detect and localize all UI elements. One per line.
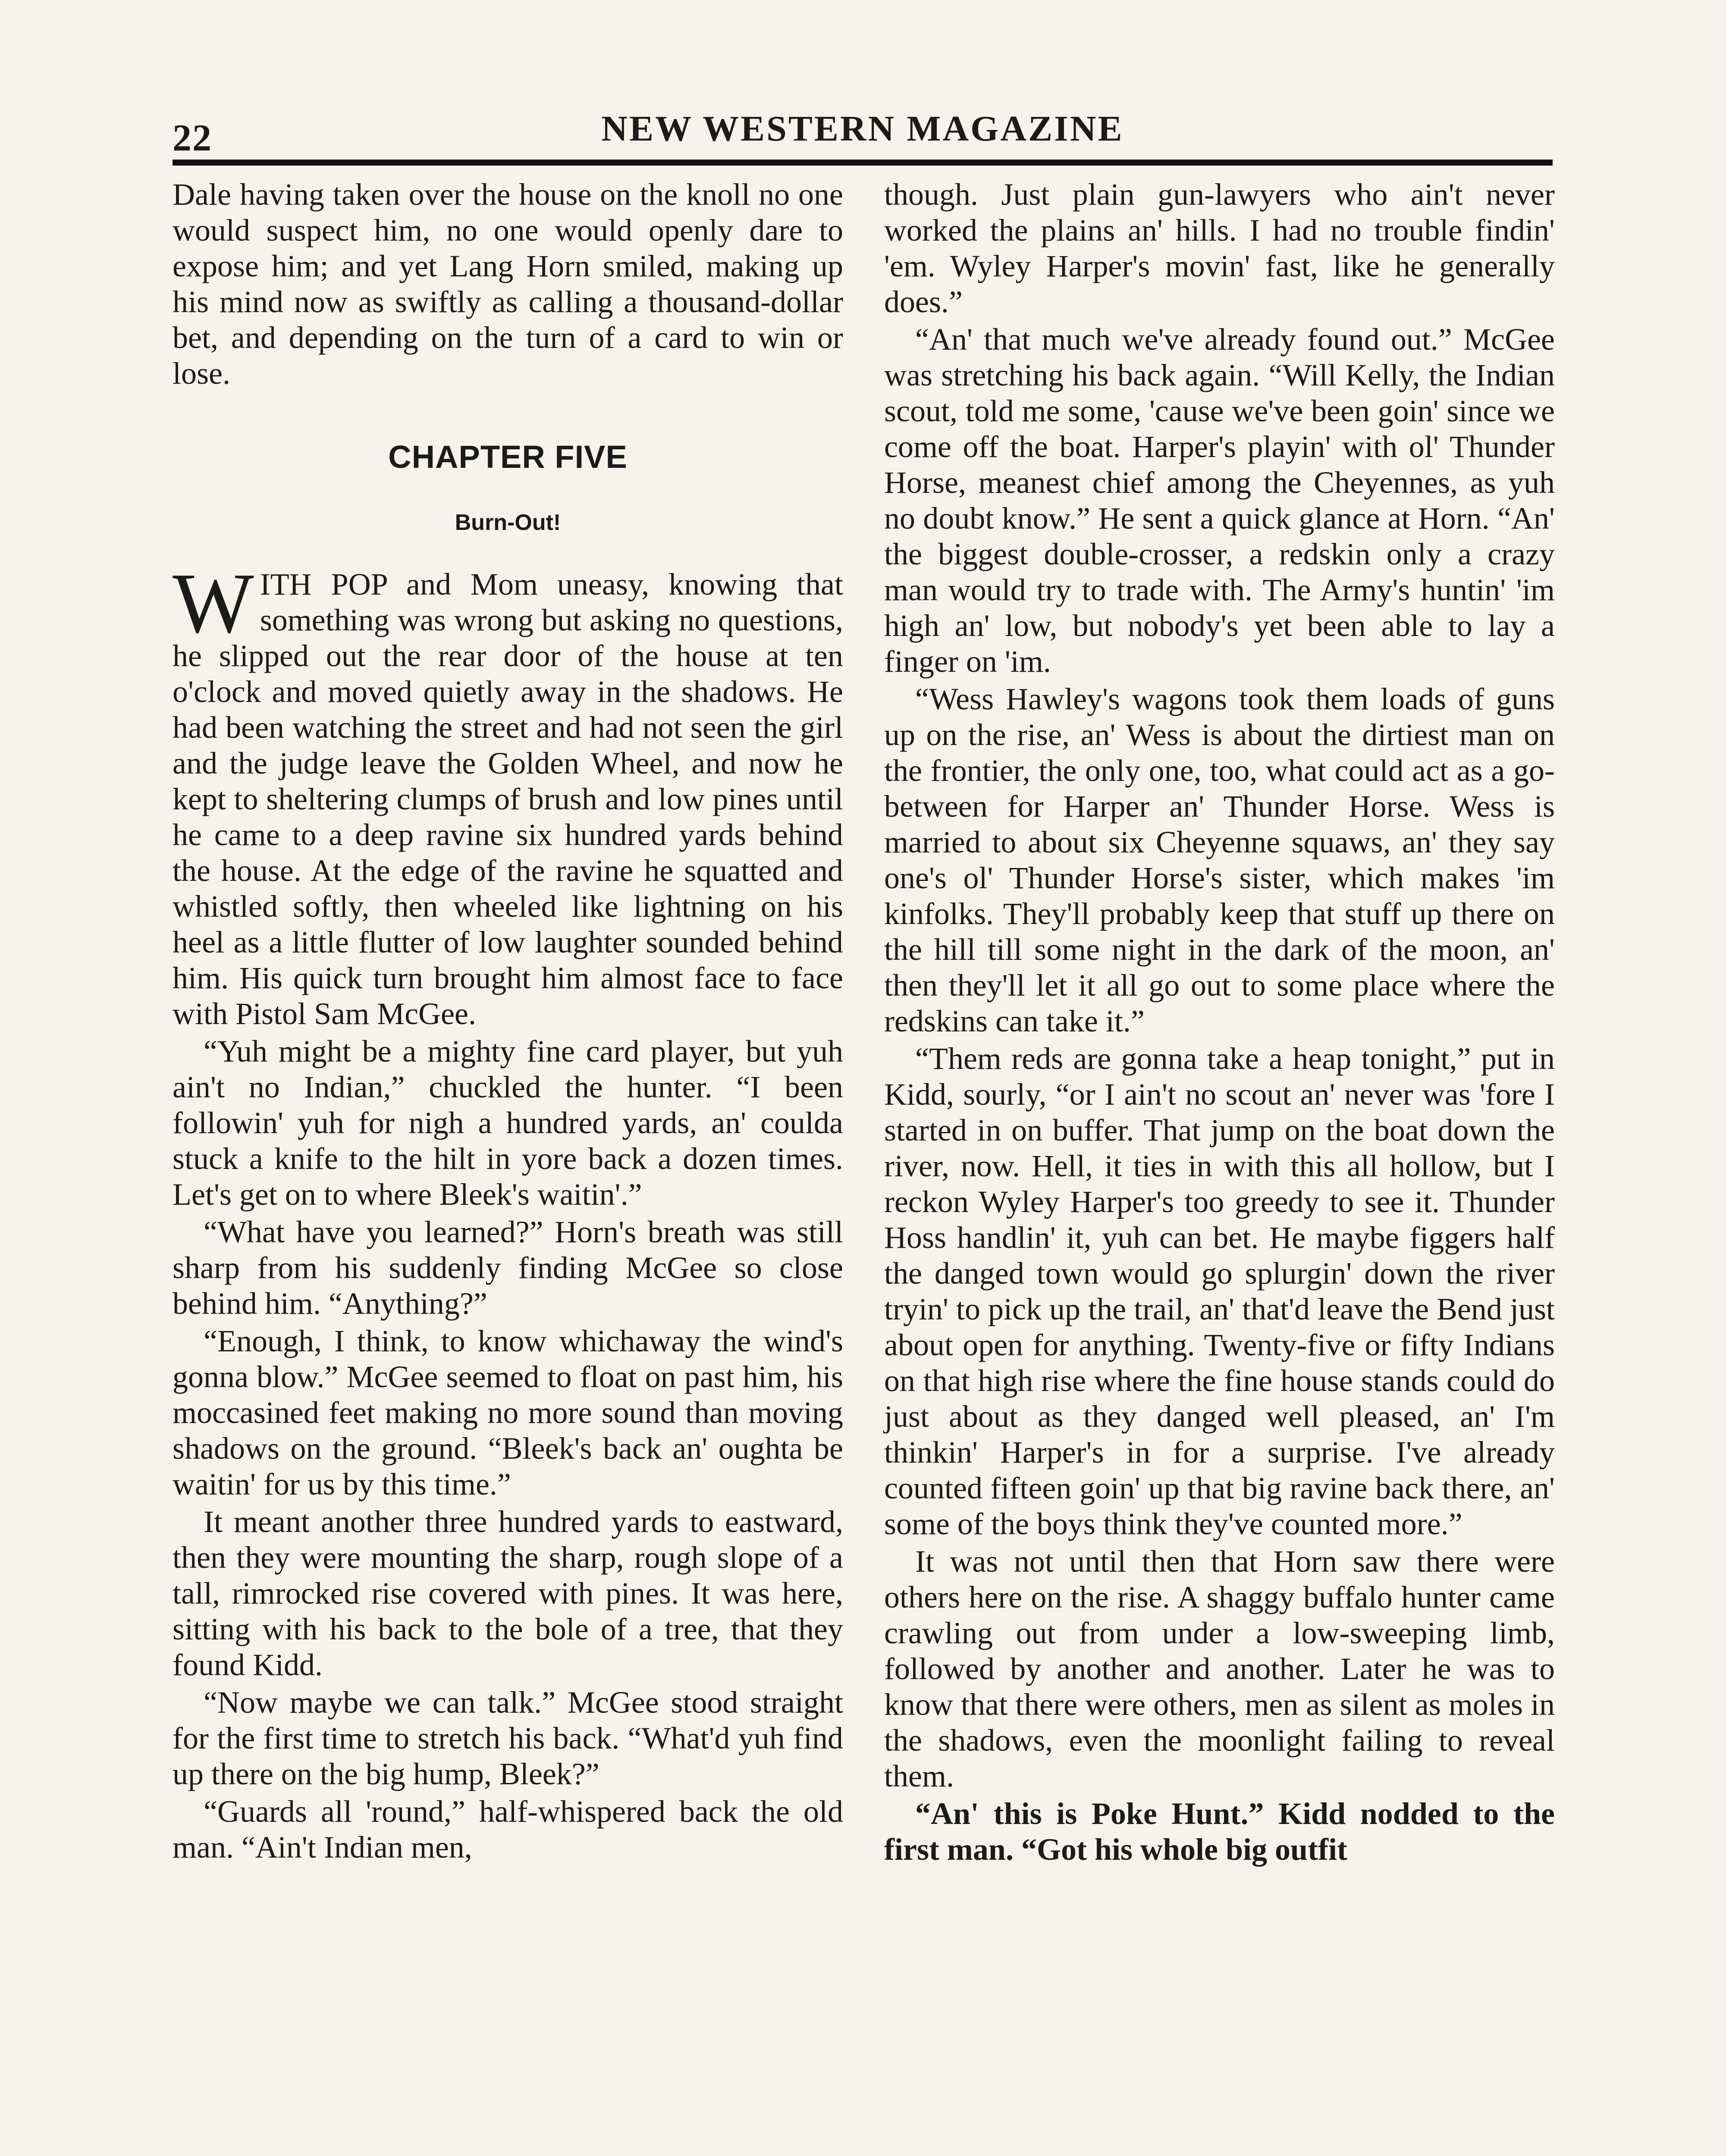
header-rule bbox=[173, 160, 1553, 166]
opening-paragraph bbox=[173, 556, 843, 1032]
paragraph: “An' that much we've already found out.” McGee was stretching his back again. “Will Kelly, the Indian scout, told me some, 'cause we've been goin' since we come off the boat. Harper's playin' with ol' Thunder Horse, meanest chief among the Cheyennes, as yuh no doubt know.” He sent a quick glance at Horn. “An' the biggest double-crosser, a redskin only a crazy man would try to trade with. The Army's huntin' 'im high an' low, but nobody's yet been able to lay a finger on 'im. bbox=[884, 322, 1555, 679]
paragraph: “An' this is Poke Hunt.” Kidd nodded to the first man. “Got his whole big outfit bbox=[884, 1796, 1555, 1867]
paragraph: “Now maybe we can talk.” McGee stood straight for the first time to stretch his back. “What'd yuh find up there on the big hump, Bleek?” bbox=[173, 1685, 843, 1791]
page-number: 22 bbox=[173, 117, 212, 159]
opening-text: ITH POP and Mom uneasy, knowing that something was wrong but asking no questions, he slipped out the rear door of the house at ten o'clock and moved quietly away in the shadows. He had been watching the street and had not seen the girl and the judge leave the Golden Wheel, and now he kept to sheltering clumps of brush and low pines until he came to a deep ravine six hundred yards behind the house. At the edge of the ravine he squatted and whistled softly, then wheeled like lightning on his heel as a little flutter of low laughter sounded behind him. His quick turn brought him almost face to face with Pistol Sam McGee. bbox=[173, 567, 843, 1031]
page-header bbox=[173, 108, 1553, 160]
paragraph: “What have you learned?” Horn's breath was still sharp from his suddenly finding McGee so close behind him. “Anything?” bbox=[173, 1215, 843, 1321]
paragraph: “Them reds are gonna take a heap tonight,” put in Kidd, sourly, “or I ain't no scout an' never was 'fore I started in on buffer. That jump on the boat down the river, now. Hell, it ties in with this all hollow, but I reckon Wyley Harper's too greedy to see it. Thunder Hoss handlin' it, yuh can bet. He maybe figgers half the danged town would go splurgin' down the river tryin' to pick up the trail, an' that'd leave the Bend just about open for anything. Twenty-five or fifty Indians on that high rise where the fine house stands could do just about as they danged well pleased, an' I'm thinkin' Harper's in for a surprise. I've already counted fifteen goin' up that big ravine back there, an' some of the boys think they've counted more.” bbox=[884, 1041, 1555, 1541]
paragraph: though. Just plain gun-lawyers who ain't never worked the plains an' hills. I had no trouble findin' 'em. Wyley Harper's movin' fast, like he generally does.” bbox=[884, 177, 1555, 319]
paragraph: “Wess Hawley's wagons took them loads of guns up on the rise, an' Wess is about the dirtiest man on the frontier, the only one, too, what could act as a go-between for Harper an' Thunder Horse. Wess is married to about six Cheyenne squaws, an' they say one's ol' Thunder Horse's sister, which makes 'im kinfolks. They'll probably keep that stuff up there on the hill till some night in the dark of the moon, an' then they'll let it all go out to some place where the redskins can take it.” bbox=[884, 682, 1555, 1038]
chapter-subtitle: Burn-Out! bbox=[455, 510, 561, 535]
running-title: NEW WESTERN MAGAZINE bbox=[601, 109, 1124, 149]
paragraph: “Enough, I think, to know whichaway the wind's gonna blow.” McGee seemed to float on past him, his moccasined feet making no more sound than moving shadows on the ground. “Bleek's back an' oughta be waitin' for us by this time.” bbox=[173, 1324, 843, 1501]
chapter-title: CHAPTER FIVE bbox=[388, 439, 628, 475]
right-column bbox=[884, 177, 1555, 1868]
paragraph: Dale having taken over the house on the knoll no one would suspect him, no one would openly dare to expose him; and yet Lang Horn smiled, making up his mind now as swiftly as calling a thousand-dollar bet, and depending on the turn of a card to win or lose. bbox=[173, 177, 843, 391]
left-column bbox=[173, 177, 843, 1865]
paragraph: It was not until then that Horn saw there were others here on the rise. A shaggy buffalo hunter came crawling out from under a low-sweeping limb, followed by another and another. Later he was to know that there were others, men as silent as moles in the shadows, even the moonlight failing to reveal them. bbox=[884, 1544, 1555, 1793]
paragraph: It meant another three hundred yards to eastward, then they were mounting the sharp, rough slope of a tall, rimrocked rise covered with pines. It was here, sitting with his back to the bole of a tree, that they found Kidd. bbox=[173, 1504, 843, 1682]
paragraph: “Yuh might be a mighty fine card player, but yuh ain't no Indian,” chuckled the hunter. “I been followin' yuh for nigh a hundred yards, an' coulda stuck a knife to the hilt in yore back a dozen times. Let's get on to where Bleek's waitin'.” bbox=[173, 1034, 843, 1212]
paragraph: “Guards all 'round,” half-whispered back the old man. “Ain't Indian men, bbox=[173, 1794, 843, 1865]
drop-cap: W bbox=[173, 556, 254, 651]
